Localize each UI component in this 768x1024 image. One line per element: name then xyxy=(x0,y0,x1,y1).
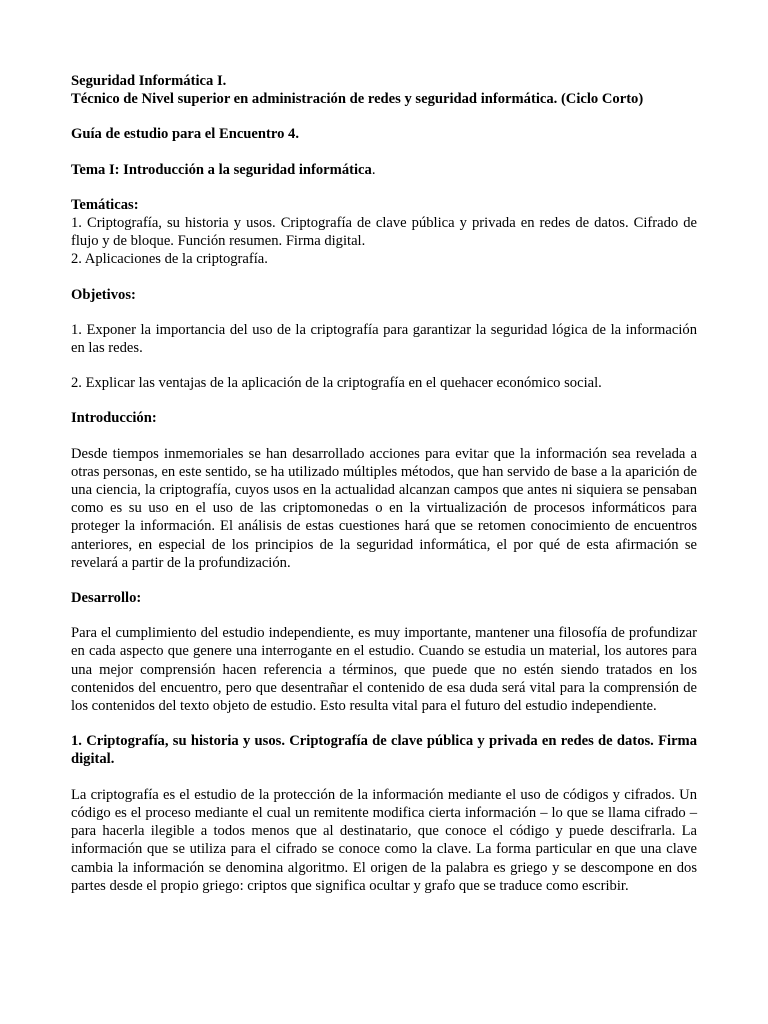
program-title: Técnico de Nivel superior en administración de redes y seguridad informática. (Ciclo Corto) xyxy=(71,91,644,108)
course-title: Seguridad Informática I. xyxy=(71,73,227,89)
objetivos-heading: Objetivos: xyxy=(71,286,136,303)
topic-title-text: Tema I: Introducción a la seguridad informática xyxy=(71,161,372,178)
section-1-heading: 1. Criptografía, su historia y usos. Criptografía de clave pública y privada en redes de datos. Firma digital. xyxy=(71,733,697,768)
objetivos-item-2: 2. Explicar las ventajas de la aplicación de la criptografía en el quehacer económico social. xyxy=(71,375,602,392)
section-1-body: La criptografía es el estudio de la protección de la información mediante el uso de códigos y cifrados. Un código es el proceso mediante el cual un remitente modifica cierta información – lo que se llama cifrado – para hacerla ilegible a todos menos que al destinatario, que conoce el código y puede descifrarla. La información que se utiliza para el cifrado se conoce como la clave. La forma particular en que una clave cambia la información se denomina algoritmo. El origen de la palabra es griego y se descompone en dos partes desde el propio griego: criptos que significa ocultar y grafo que se traduce como escribir. xyxy=(71,786,697,894)
tematicas-item-1: 1. Criptografía, su historia y usos. Criptografía de clave pública y privada en redes de datos. Cifrado de flujo y de bloque. Función resumen. Firma digital. xyxy=(71,215,697,250)
objetivos-item-1: 1. Exponer la importancia del uso de la criptografía para garantizar la seguridad lógica de la información en las redes. xyxy=(71,321,697,357)
tematicas-heading: Temáticas: xyxy=(71,196,139,213)
introduccion-body: Desde tiempos inmemoriales se han desarrollado acciones para evitar que la información sea revelada a otras personas, en este sentido, se ha utilizado múltiples métodos, que han servido de base a la aparición de una ciencia, la criptografía, cuyos usos en la actualidad alcanzan campos que antes ni siquiera se pensaban como es su uso en el uso de las criptomonedas o en la virtualización de procesos informáticos para proteger la información. El análisis de estas cuestiones hará que se retomen conocimiento de encuentros anteriores, en especial de los principios de la seguridad informática, el por qué de esta afirmación se revelará a partir de la profundización. xyxy=(71,445,697,571)
topic-title-period: . xyxy=(371,161,376,178)
guide-title: Guía de estudio para el Encuentro 4. xyxy=(71,126,299,143)
desarrollo-body: Para el cumplimiento del estudio independiente, es muy importante, mantener una filosofía de profundizar en cada aspecto que genere una interrogante en el estudio. Cuando se estudia un material, los autores para una mejor comprensión hacen referencia a términos, que puede que no estén siendo tratados en los contenidos del encuentro, pero que desentrañar el contenido de esa duda será vital para la comprensión de los contenidos del texto objeto de estudio. Esto resulta vital para el futuro del estudio independiente. xyxy=(71,625,697,715)
desarrollo-heading: Desarrollo: xyxy=(71,590,142,607)
document-page xyxy=(71,72,697,895)
introduccion-heading: Introducción: xyxy=(71,410,157,427)
topic-title xyxy=(71,161,697,179)
tematicas-item-2: 2. Aplicaciones de la criptografía. xyxy=(71,251,268,268)
